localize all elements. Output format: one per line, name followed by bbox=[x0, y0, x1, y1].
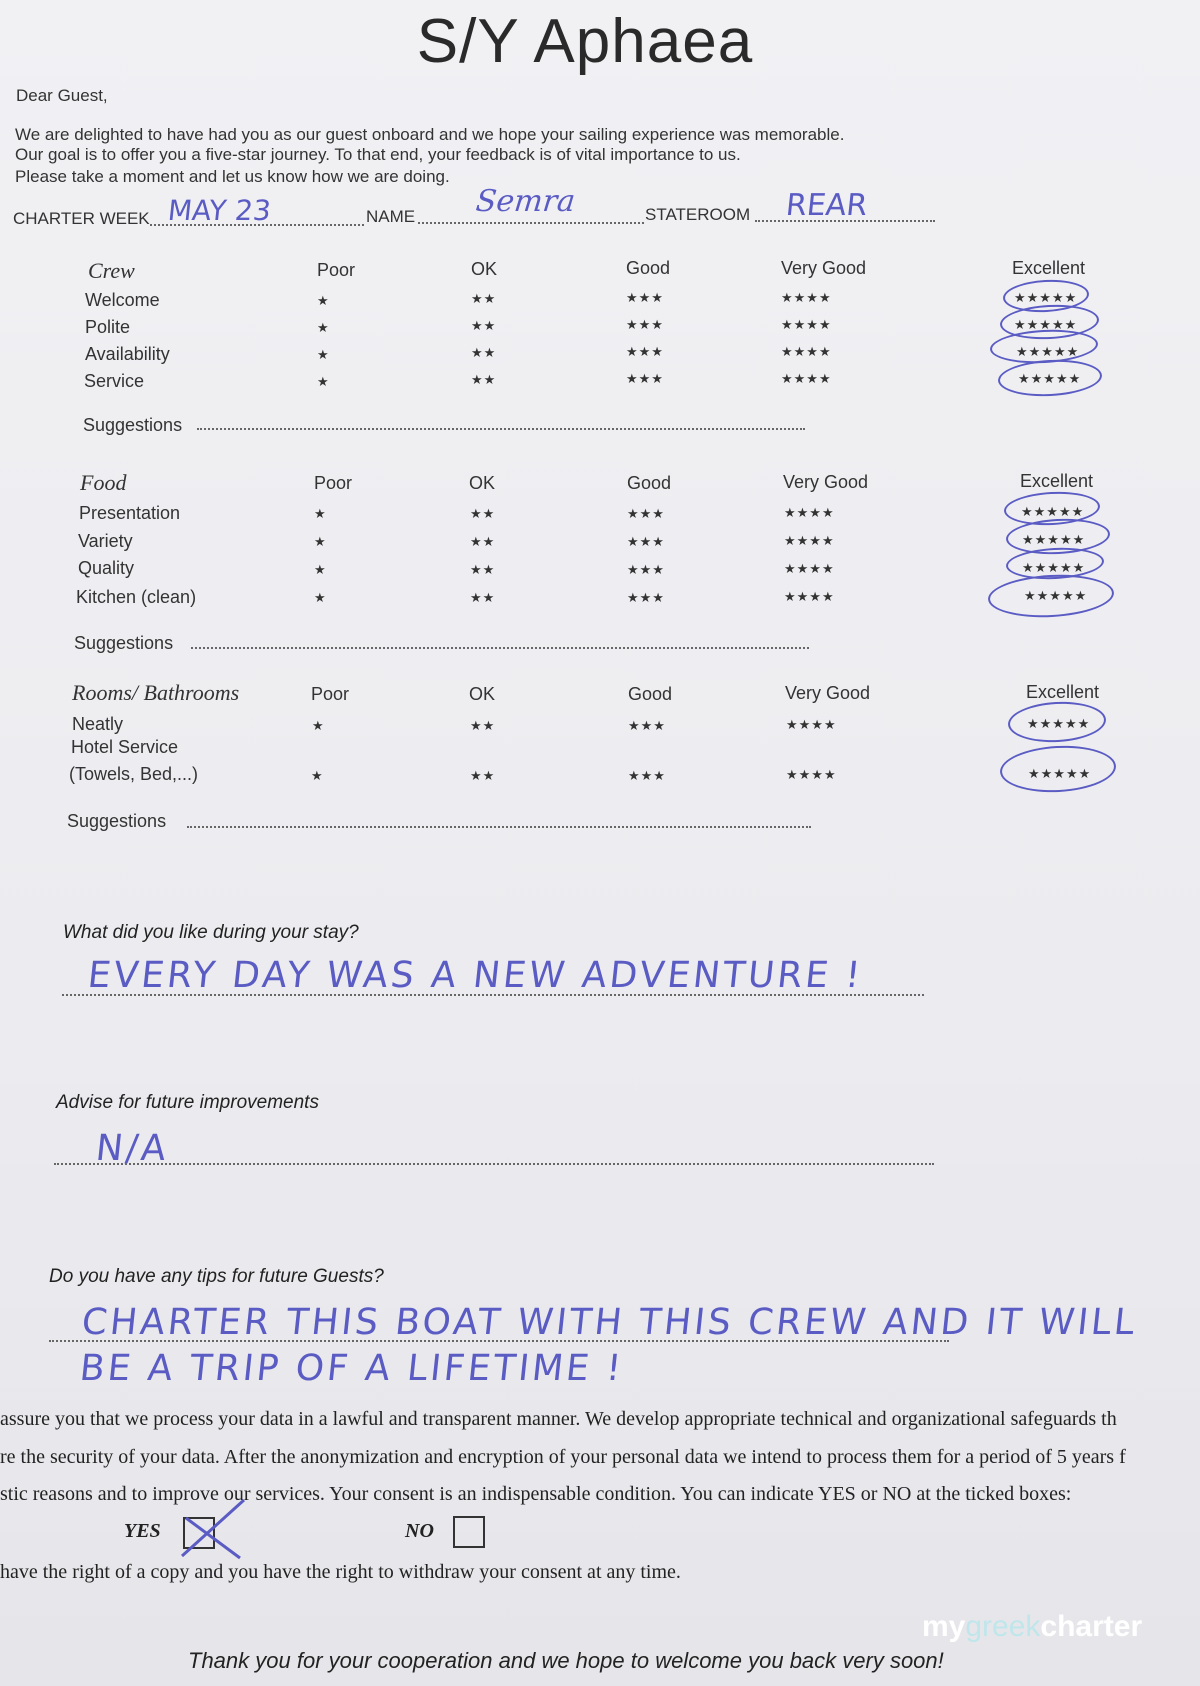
stateroom-label: STATEROOM bbox=[645, 205, 751, 224]
col-excellent: Excellent bbox=[1012, 258, 1086, 278]
rating-excellent[interactable]: ★★★★★ bbox=[1014, 317, 1078, 332]
rating-good[interactable]: ★★★ bbox=[628, 768, 666, 783]
rating-very-good[interactable]: ★★★★ bbox=[786, 717, 837, 732]
rooms-suggestions-line[interactable] bbox=[187, 826, 811, 828]
name-line bbox=[418, 222, 644, 224]
thank-you-note: Thank you for your cooperation and we hope to welcome you back very soon! bbox=[188, 1648, 944, 1673]
rating-very-good[interactable]: ★★★★ bbox=[784, 533, 835, 548]
row-label-polite: Polite bbox=[85, 317, 131, 337]
rating-poor[interactable]: ★ bbox=[314, 534, 327, 549]
rating-excellent[interactable]: ★★★★★ bbox=[1018, 371, 1082, 386]
rating-good[interactable]: ★★★ bbox=[627, 534, 665, 549]
rating-excellent[interactable]: ★★★★★ bbox=[1027, 716, 1091, 731]
col-very-good: Very Good bbox=[783, 472, 869, 492]
liked-question: What did you like during your stay? bbox=[63, 922, 359, 943]
col-excellent: Excellent bbox=[1026, 682, 1100, 702]
col-poor: Poor bbox=[317, 260, 356, 280]
rating-ok[interactable]: ★★ bbox=[470, 718, 496, 733]
col-ok: OK bbox=[471, 259, 498, 279]
selection-circle bbox=[997, 357, 1103, 398]
rating-poor[interactable]: ★ bbox=[317, 293, 330, 308]
rating-very-good[interactable]: ★★★★ bbox=[784, 561, 835, 576]
name-value[interactable]: Semra bbox=[474, 184, 577, 219]
row-label-hotel-service: Hotel Service bbox=[71, 737, 179, 757]
rating-ok[interactable]: ★★ bbox=[471, 372, 497, 387]
selection-circle bbox=[987, 572, 1115, 621]
rating-good[interactable]: ★★★ bbox=[626, 317, 664, 332]
rating-poor[interactable]: ★ bbox=[314, 506, 327, 521]
rating-excellent[interactable]: ★★★★★ bbox=[1028, 766, 1092, 781]
rating-ok[interactable]: ★★ bbox=[470, 768, 496, 783]
row-label-towels-bed: (Towels, Bed,...) bbox=[69, 764, 199, 784]
rating-ok[interactable]: ★★ bbox=[471, 291, 497, 306]
rating-good[interactable]: ★★★ bbox=[626, 290, 664, 305]
rating-good[interactable]: ★★★ bbox=[626, 344, 664, 359]
rating-poor[interactable]: ★ bbox=[317, 320, 330, 335]
section-title-rooms: Rooms/ Bathrooms bbox=[72, 680, 240, 705]
selection-circle bbox=[999, 743, 1117, 795]
col-good: Good bbox=[626, 258, 671, 278]
rating-very-good[interactable]: ★★★★ bbox=[781, 290, 832, 305]
col-excellent: Excellent bbox=[1020, 471, 1094, 491]
advise-answer[interactable]: N/A bbox=[93, 1128, 171, 1169]
row-label-welcome: Welcome bbox=[85, 290, 160, 310]
col-good: Good bbox=[627, 473, 672, 493]
consent-line-3: stic reasons and to improve our services. Your consent is an indispensable condition. You can indicate YES or NO at the ticked boxes: bbox=[0, 1483, 1072, 1505]
rating-poor[interactable]: ★ bbox=[311, 768, 324, 783]
advise-question: Advise for future improvements bbox=[56, 1092, 319, 1113]
row-label-availability: Availability bbox=[85, 344, 170, 364]
row-label-neatly: Neatly bbox=[72, 714, 124, 734]
rating-very-good[interactable]: ★★★★ bbox=[784, 505, 835, 520]
tips-question: Do you have any tips for future Guests? bbox=[49, 1266, 384, 1287]
rating-ok[interactable]: ★★ bbox=[471, 345, 497, 360]
rating-very-good[interactable]: ★★★★ bbox=[784, 589, 835, 604]
rooms-suggestions-label: Suggestions bbox=[67, 811, 167, 831]
rating-ok[interactable]: ★★ bbox=[470, 590, 496, 605]
rating-excellent[interactable]: ★★★★★ bbox=[1014, 290, 1078, 305]
stateroom-value[interactable]: REAR bbox=[784, 188, 870, 223]
tips-answer-line-2[interactable]: BE A TRIP OF A LIFETIME ! bbox=[77, 1348, 626, 1389]
crew-suggestions-label: Suggestions bbox=[83, 415, 183, 435]
col-very-good: Very Good bbox=[781, 258, 867, 278]
col-very-good: Very Good bbox=[785, 683, 871, 703]
charter-week-value[interactable]: MAY 23 bbox=[166, 194, 273, 227]
rating-good[interactable]: ★★★ bbox=[628, 718, 666, 733]
food-suggestions-label: Suggestions bbox=[74, 633, 174, 653]
col-poor: Poor bbox=[314, 473, 353, 493]
rating-good[interactable]: ★★★ bbox=[627, 562, 665, 577]
rating-ok[interactable]: ★★ bbox=[470, 562, 496, 577]
rating-good[interactable]: ★★★ bbox=[626, 371, 664, 386]
consent-line-4: have the right of a copy and you have the right to withdraw your consent at any time. bbox=[0, 1561, 681, 1583]
crew-suggestions-line[interactable] bbox=[197, 428, 805, 430]
consent-line-1: assure you that we process your data in a lawful and transparent manner. We develop appropriate technical and organizational safeguards th bbox=[0, 1408, 1117, 1430]
rating-good[interactable]: ★★★ bbox=[627, 506, 665, 521]
yes-check-mark bbox=[176, 1496, 252, 1564]
yes-label: YES bbox=[124, 1520, 161, 1542]
rating-very-good[interactable]: ★★★★ bbox=[781, 317, 832, 332]
rating-excellent[interactable]: ★★★★★ bbox=[1016, 344, 1080, 359]
advise-answer-line bbox=[54, 1163, 934, 1165]
intro-line-2: Our goal is to offer you a five-star journey. To that end, your feedback is of vital importance to us. bbox=[15, 145, 741, 164]
section-title-food: Food bbox=[80, 470, 127, 495]
greeting: Dear Guest, bbox=[16, 86, 108, 105]
rating-ok[interactable]: ★★ bbox=[470, 506, 496, 521]
name-label: NAME bbox=[366, 207, 416, 226]
rating-ok[interactable]: ★★ bbox=[470, 534, 496, 549]
charter-week-label: CHARTER WEEK bbox=[13, 209, 150, 228]
mygreekcharter-logo: mygreekcharter bbox=[922, 1610, 1143, 1643]
row-label-presentation: Presentation bbox=[79, 503, 181, 523]
rating-very-good[interactable]: ★★★★ bbox=[781, 371, 832, 386]
tips-answer-line-1[interactable]: CHARTER THIS BOAT WITH THIS CREW AND IT WILL bbox=[79, 1302, 1140, 1343]
no-checkbox[interactable] bbox=[453, 1516, 485, 1548]
no-label: NO bbox=[405, 1520, 434, 1542]
row-label-service: Service bbox=[84, 371, 145, 391]
consent-line-2: re the security of your data. After the anonymization and encryption of your personal data we intend to process them for a period of 5 years f bbox=[0, 1446, 1126, 1468]
rating-poor[interactable]: ★ bbox=[312, 718, 325, 733]
rating-poor[interactable]: ★ bbox=[317, 347, 330, 362]
row-label-quality: Quality bbox=[78, 558, 135, 578]
rating-very-good[interactable]: ★★★★ bbox=[781, 344, 832, 359]
intro-line-1: We are delighted to have had you as our guest onboard and we hope your sailing experience was memorable. bbox=[15, 125, 845, 144]
col-good: Good bbox=[628, 684, 673, 704]
rating-ok[interactable]: ★★ bbox=[471, 318, 497, 333]
page-title: S/Y Aphaea bbox=[416, 7, 754, 76]
col-ok: OK bbox=[469, 473, 496, 493]
row-label-variety: Variety bbox=[78, 531, 133, 551]
selection-circle bbox=[1007, 699, 1107, 744]
rating-poor[interactable]: ★ bbox=[314, 590, 327, 605]
rating-poor[interactable]: ★ bbox=[314, 562, 327, 577]
intro-line-3: Please take a moment and let us know how we are doing. bbox=[15, 167, 450, 186]
rating-good[interactable]: ★★★ bbox=[627, 590, 665, 605]
rating-excellent[interactable]: ★★★★★ bbox=[1024, 588, 1088, 603]
rating-excellent[interactable]: ★★★★★ bbox=[1022, 560, 1086, 575]
section-title-crew: Crew bbox=[88, 258, 135, 283]
rating-excellent[interactable]: ★★★★★ bbox=[1022, 532, 1086, 547]
rating-poor[interactable]: ★ bbox=[317, 374, 330, 389]
col-ok: OK bbox=[469, 684, 496, 704]
rating-very-good[interactable]: ★★★★ bbox=[786, 767, 837, 782]
rating-excellent[interactable]: ★★★★★ bbox=[1021, 504, 1085, 519]
col-poor: Poor bbox=[311, 684, 350, 704]
liked-answer[interactable]: EVERY DAY WAS A NEW ADVENTURE ! bbox=[85, 955, 866, 996]
food-suggestions-line[interactable] bbox=[191, 647, 809, 649]
row-label-kitchen: Kitchen (clean) bbox=[76, 587, 197, 607]
